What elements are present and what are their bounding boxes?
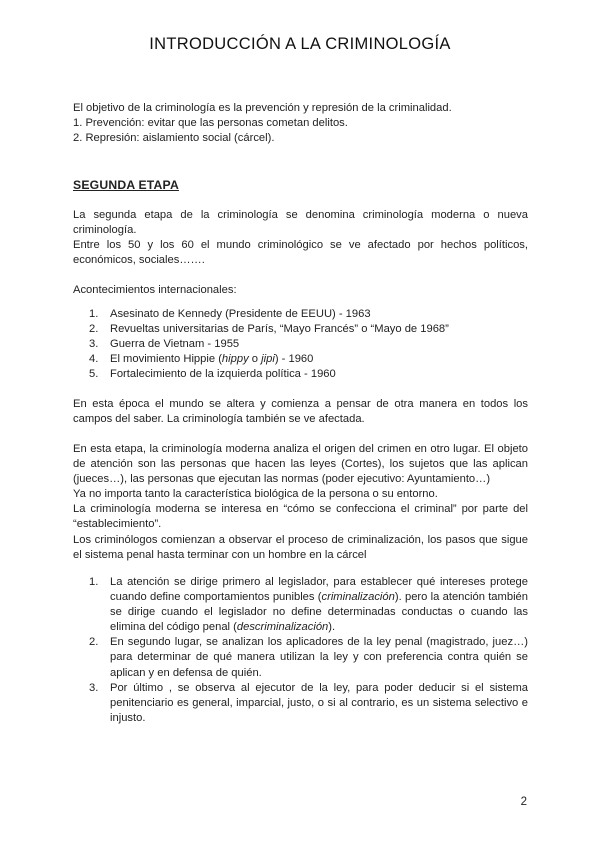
list-item: 1. Asesinato de Kennedy (Presidente de EEUU) - 1963 xyxy=(89,308,371,320)
section-intro xyxy=(73,208,528,268)
paragraph-biology: Ya no importa tanto la característica biológica de la persona o su entorno. xyxy=(73,488,438,501)
list-item: 3. Guerra de Vietnam - 1955 xyxy=(89,338,240,351)
list-item: 1. La atención se dirige primero al legislador, para establecer qué intereses protege cuando define comportamientos punibles (criminalización). pero la atención también se dirige cuando el legislador no define determinadas conductas o cuando las elimina del código penal (descriminalización). xyxy=(89,576,529,634)
paragraph-context: Entre los 50 y los 60 el mundo criminológico se ve afectado por hechos políticos, económicos, sociales……. xyxy=(73,239,528,267)
paragraph-establishment: La criminología moderna se interesa en “cómo se confecciona el criminal” por parte del “establecimiento”. xyxy=(73,503,528,531)
paragraph-analysis: En esta etapa, la criminología moderna analiza el origen del crimen en otro lugar. El objeto de atención son las personas que hacen las leyes (Cortes), los sujetos que las aplican (jueces…), las personas que ejecutan las normas (poder ejecutivo: Ayuntamiento…) xyxy=(73,443,528,486)
paragraph-process: Los criminólogos comienzan a observar el proceso de criminalización, los pasos que sigue el sistema penal hasta terminar con un hombre en la cárcel xyxy=(73,533,528,561)
list-item: 2. En segundo lugar, se analizan los aplicadores de la ley penal (magistrado, juez…) para determinar de qué manera utilizan la ley y con preferencia contra quién se aplican y en defensa de quién. xyxy=(89,636,528,679)
intro-repression: 2. Represión: aislamiento social (cárcel). xyxy=(73,132,275,145)
section-heading: SEGUNDA ETAPA xyxy=(73,178,179,192)
page-number: 2 xyxy=(520,796,527,808)
events-label: Acontecimientos internacionales: xyxy=(73,284,237,296)
paragraph-era: En esta época el mundo se altera y comienza a pensar de otra manera en todos los campos del saber. La criminología también se ve afectada. xyxy=(73,398,528,426)
steps-list-container xyxy=(73,575,528,726)
intro-block xyxy=(73,101,528,146)
steps-list xyxy=(73,575,528,726)
intro-prevention: 1. Prevención: evitar que las personas cometan delitos. xyxy=(73,117,348,130)
list-item: 2. Revueltas universitarias de París, “Mayo Francés” o “Mayo de 1968” xyxy=(89,323,449,336)
list-item: 5. Fortalecimiento de la izquierda política - 1960 xyxy=(89,368,336,381)
intro-objective: El objetivo de la criminología es la prevención y represión de la criminalidad. xyxy=(73,102,452,114)
events-list xyxy=(73,307,528,382)
paragraph-analysis-block xyxy=(73,442,528,563)
paragraph-definition: La segunda etapa de la criminología se denomina criminología moderna o nueva criminología. xyxy=(73,209,528,237)
list-item: 4. El movimiento Hippie (hippy o jipi) - 1960 xyxy=(89,353,314,366)
page-title: INTRODUCCIÓN A LA CRIMINOLOGÍA xyxy=(149,35,451,53)
list-item: 3. Por último , se observa al ejecutor de la ley, para poder deducir si el sistema penitenciario es general, imparcial, justo, o si al contrario, es un sistema selectivo e injusto. xyxy=(89,681,528,724)
events-list-container xyxy=(73,307,528,382)
